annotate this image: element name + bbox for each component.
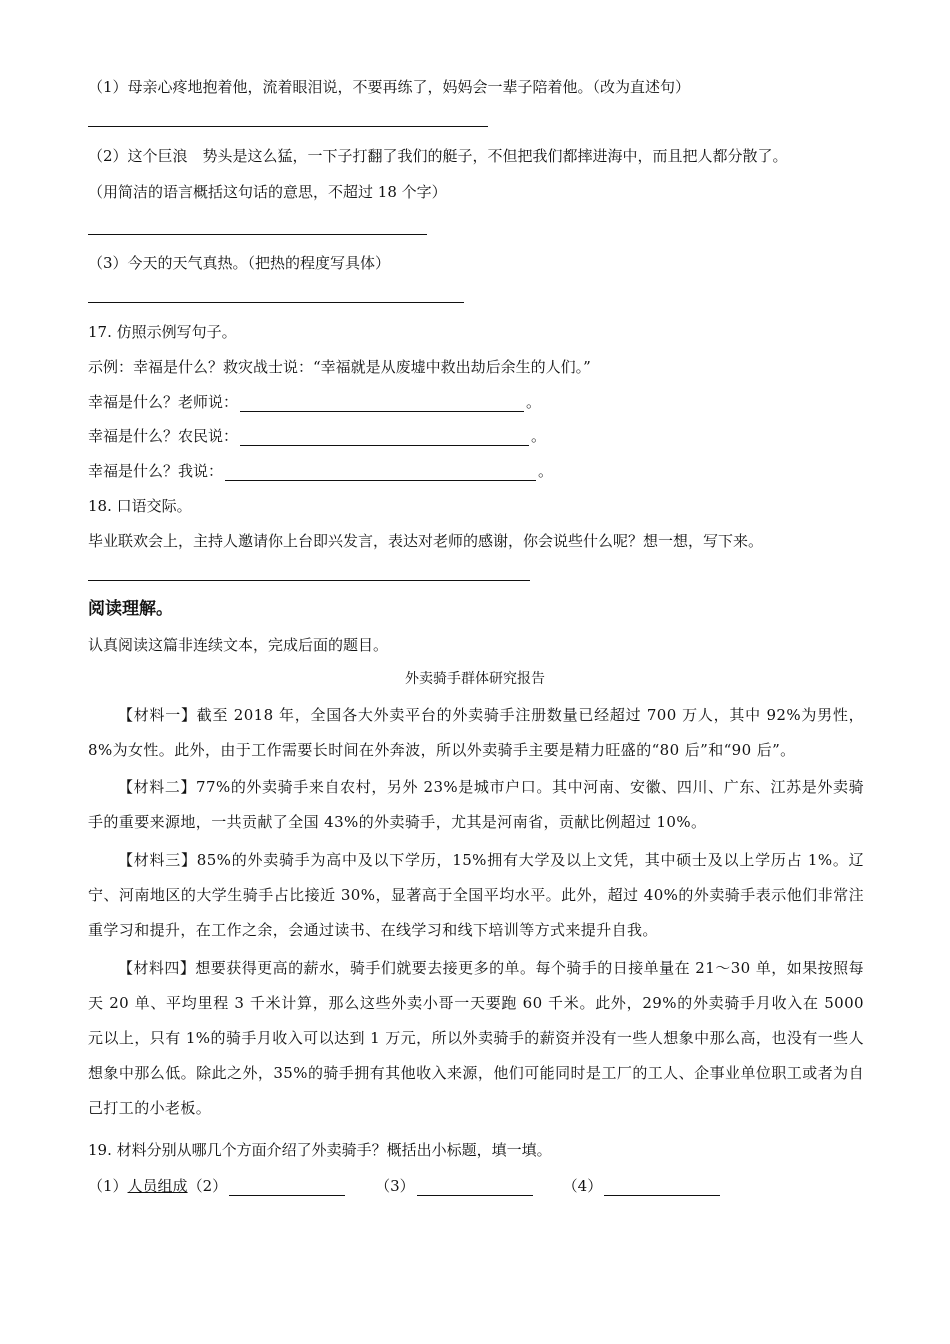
q19-answers [88,1176,722,1196]
report-title: 外卖骑手群体研究报告 [405,671,545,687]
q19-blank-2[interactable] [229,1179,345,1196]
q17-me-blank[interactable] [225,464,536,481]
q17-farmer-prefix: 幸福是什么？农民说： [88,427,239,445]
q17-teacher-end: 。 [526,393,542,411]
q17-line-me [88,461,553,481]
q19-blank-4[interactable] [604,1179,720,1196]
q17-title: 17. 仿照示例写句子。 [88,323,237,341]
q18-prompt: 毕业联欢会上，主持人邀请你上台即兴发言，表达对老师的感谢，你会说些什么呢？想一想，写下来。 [88,532,764,550]
answer-line-q16-2[interactable] [88,234,427,235]
reading-instruction: 认真阅读这篇非连续文本，完成后面的题目。 [88,636,389,654]
q19-label-4: （4） [562,1177,603,1195]
q17-line-teacher [88,392,541,412]
q17-teacher-blank[interactable] [240,395,524,412]
q16-item2-line1: （2）这个巨浪 势头是这么猛，一下子打翻了我们的艇子，不但把我们都摔进海中，而且把人都分散了。 [88,147,788,165]
q17-farmer-blank[interactable] [240,429,529,446]
q19-label-2: （2） [187,1177,228,1195]
answer-line-q18[interactable] [88,580,530,581]
q16-item3: （3）今天的天气真热。（把热的程度写具体） [88,254,391,272]
answer-line-q16-3[interactable] [88,302,464,303]
q17-me-prefix: 幸福是什么？我说： [88,462,224,480]
q19-answer-1: 人员组成 [127,1177,188,1195]
material-3: 【材料三】85%的外卖骑手为高中及以下学历，15%拥有大学及以上文凭，其中硕士及以上学历占 1%。辽宁、河南地区的大学生骑手占比接近 30%，显著高于全国平均水平。此外，超过 40%的外卖骑手表示他们非常注重学习和提升，在工作之余，会通过读书、在线学习和线下培训等方式来提升自我。 [88,851,864,939]
q17-farmer-end: 。 [531,427,547,445]
q19-title: 19. 材料分别从哪几个方面介绍了外卖骑手？概括出小标题，填一填。 [88,1141,552,1159]
q17-teacher-prefix: 幸福是什么？老师说： [88,393,239,411]
material-4: 【材料四】想要获得更高的薪水，骑手们就要去接更多的单。每个骑手的日接单量在 21～30 单，如果按照每天 20 单、平均里程 3 千米计算，那么这些外卖小哥一天要跑 60 千米。此外，29%的外卖骑手月收入在 5000 元以上，只有 1%的骑手月收入可以达到 1 万元，所以外卖骑手的薪资并没有一些人想象中那么高，也没有一些人想象中那么低。除此之外，35%的骑手拥有其他收入来源，他们可能同时是工厂的工人、企事业单位职工或者为自己打工的小老板。 [88,959,864,1117]
q19-label-3: （3） [375,1177,415,1195]
section-title-reading: 阅读理解。 [88,599,173,619]
q16-item2-line2: （用简洁的语言概括这句话的意思，不超过 18 个字） [88,183,447,201]
material-1: 【材料一】截至 2018 年，全国各大外卖平台的外卖骑手注册数量已经超过 700 万人，其中 92%为男性，8%为女性。此外，由于工作需要长时间在外奔波，所以外卖骑手主要是精力旺盛的“80 后”和“90 后”。 [88,706,864,759]
q17-example: 示例：幸福是什么？救灾战士说：“幸福就是从废墟中救出劫后余生的人们。” [88,358,591,376]
q18-title: 18. 口语交际。 [88,497,192,515]
q17-line-farmer [88,426,546,446]
q19-blank-3[interactable] [417,1179,533,1196]
q16-item1: （1）母亲心疼地抱着他，流着眼泪说，不要再练了，妈妈会一辈子陪着他。（改为直述句） [88,78,691,96]
q17-me-end: 。 [538,462,554,480]
q19-label-1: （1） [88,1177,128,1195]
answer-line-q16-1[interactable] [88,126,488,127]
material-2: 【材料二】77%的外卖骑手来自农村，另外 23%是城市户口。其中河南、安徽、四川、广东、江苏是外卖骑手的重要来源地，一共贡献了全国 43%的外卖骑手，尤其是河南省，贡献比例超过 10%。 [88,778,864,831]
